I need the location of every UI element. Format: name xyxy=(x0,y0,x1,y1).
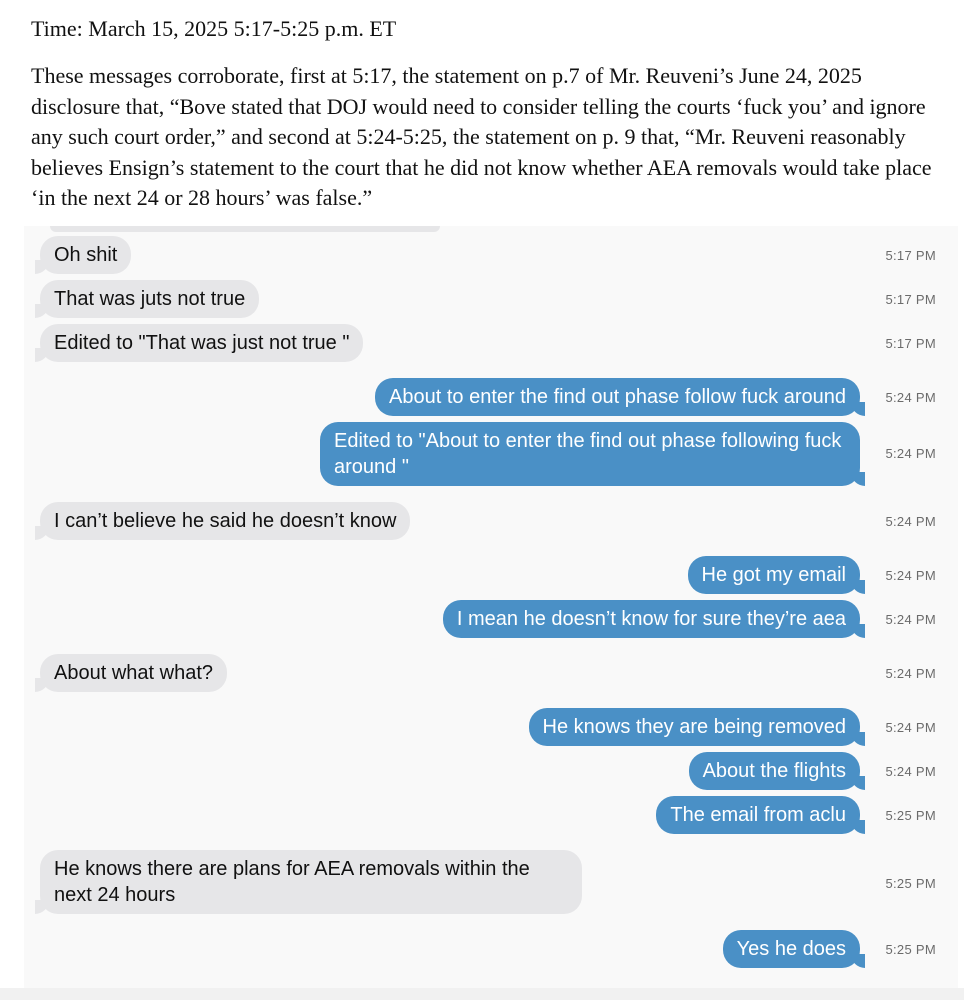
message-row xyxy=(24,236,958,274)
message-row xyxy=(24,324,958,362)
message-row xyxy=(24,422,958,486)
sent-message-bubble[interactable]: About to enter the find out phase follow fuck around xyxy=(375,378,860,416)
message-timestamp: 5:24 PM xyxy=(885,612,936,627)
previous-message-edge xyxy=(50,226,440,232)
message-timestamp: 5:17 PM xyxy=(885,248,936,263)
message-timestamp: 5:17 PM xyxy=(885,336,936,351)
sent-message-bubble[interactable]: He knows they are being removed xyxy=(529,708,861,746)
message-row xyxy=(24,752,958,790)
message-thread xyxy=(24,226,958,998)
document-paragraph: These messages corroborate, first at 5:17, the statement on p.7 of Mr. Reuveni’s June 24, 2025 disclosure that, “Bove stated that DOJ would need to consider telling the courts ‘fuck you’ and ignore any such court order,” and second at 5:24-5:25, the statement on p. 9 that, “Mr. Reuveni reasonably believes Ensign’s statement to the court that he did not know whether AEA removals would take place ‘in the next 24 or 28 hours’ was false.” xyxy=(31,63,932,210)
message-row xyxy=(24,654,958,692)
message-row xyxy=(24,502,958,540)
page-bottom-edge xyxy=(0,988,964,1000)
message-row xyxy=(24,850,958,914)
message-timestamp: 5:24 PM xyxy=(885,720,936,735)
sent-message-bubble[interactable]: About the flights xyxy=(689,752,860,790)
message-timestamp: 5:25 PM xyxy=(885,808,936,823)
message-timestamp: 5:17 PM xyxy=(885,292,936,307)
message-row xyxy=(24,556,958,594)
document-time-line: Time: March 15, 2025 5:17-5:25 p.m. ET xyxy=(31,16,397,41)
message-timestamp: 5:24 PM xyxy=(885,764,936,779)
received-message-bubble[interactable]: About what what? xyxy=(40,654,227,692)
message-timestamp: 5:24 PM xyxy=(885,390,936,405)
sent-message-bubble[interactable]: Yes he does xyxy=(723,930,860,968)
message-timestamp: 5:24 PM xyxy=(885,666,936,681)
message-timestamp: 5:24 PM xyxy=(885,446,936,461)
sent-message-bubble[interactable]: The email from aclu xyxy=(656,796,860,834)
message-timestamp: 5:25 PM xyxy=(885,876,936,891)
sent-message-bubble[interactable]: Edited to "About to enter the find out phase following fuck around " xyxy=(320,422,860,486)
message-row xyxy=(24,378,958,416)
received-message-bubble[interactable]: Oh shit xyxy=(40,236,131,274)
message-row xyxy=(24,280,958,318)
received-message-bubble[interactable]: I can’t believe he said he doesn’t know xyxy=(40,502,410,540)
message-row xyxy=(24,930,958,968)
message-timestamp: 5:24 PM xyxy=(885,514,936,529)
received-message-bubble[interactable]: He knows there are plans for AEA removals within the next 24 hours xyxy=(40,850,582,914)
message-timestamp: 5:24 PM xyxy=(885,568,936,583)
received-message-bubble[interactable]: Edited to "That was just not true " xyxy=(40,324,363,362)
message-timestamp: 5:25 PM xyxy=(885,942,936,957)
message-row xyxy=(24,796,958,834)
sent-message-bubble[interactable]: I mean he doesn’t know for sure they’re aea xyxy=(443,600,860,638)
message-row xyxy=(24,708,958,746)
received-message-bubble[interactable]: That was juts not true xyxy=(40,280,259,318)
sent-message-bubble[interactable]: He got my email xyxy=(688,556,861,594)
message-row xyxy=(24,600,958,638)
